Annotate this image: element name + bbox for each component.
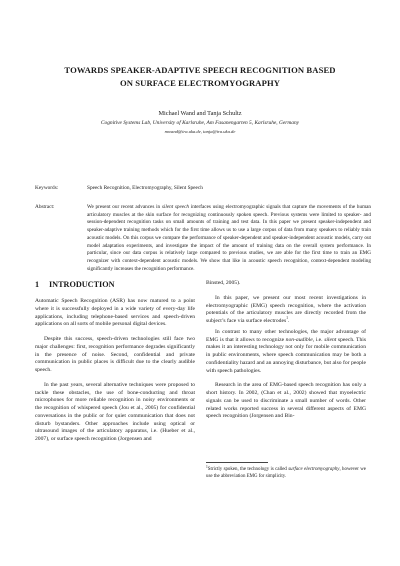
footnote-divider xyxy=(206,462,268,463)
keywords-label: Keywords: xyxy=(35,185,59,191)
right-paragraph-2-c: speech. This makes it an interesting technology not only for mobile communication in public environments, where speech communication may be both a confidentiality hazard and an annoying disturbance, but also for people with speech pathologies. xyxy=(206,336,367,374)
right-paragraph-2-em: non-audible xyxy=(285,336,313,343)
right-paragraph-2-em2: silent xyxy=(324,336,337,343)
footnote-text-start: Strictly spoken, the technology is called xyxy=(207,467,289,472)
right-paragraph-1-end: . xyxy=(288,318,290,324)
title-line-2: ON SURFACE ELECTROMYOGRAPHY xyxy=(119,78,281,88)
section-title: INTRODUCTION xyxy=(49,280,115,289)
abstract-text-rest: interfaces using electromyographic signals that capture the movements of the human articulatory muscles at the skin surface for recognizing continuously spoken speech. Previous systems were limited to speaker- and session-dependent recognition tasks on small amounts of training and test data. In this paper we present speaker-independent and speaker-adaptive training methods which for the first time allows us to use a large corpus of data from many speakers to reliably train acoustic models. On this corpus we compare the performance of speaker-dependent and speaker-independent acoustic models, carry out model adaptation experiments, and investigate the impact of the amount of training data on the overall system performance. In particular, since our data corpus is relatively large compared to previous studies, we are able for the first time to train an EMG recognizer with context-dependent acoustic models. We show that like in acoustic speech recognition, context-dependent modeling significantly increases the recognition performance. xyxy=(87,204,371,272)
left-paragraph-2: Despite this success, speech-driven technologies still face two major challenges: first, recognition performance degrades significantly in the presence of noise. Second, confidential and private communication in public places is difficult due to the clearly audible speech. xyxy=(35,336,195,373)
section-number: 1 xyxy=(35,280,40,289)
paper-title xyxy=(30,64,370,90)
right-paragraph-3: Research in the area of EMG-based speech recognition has only a short history. In 2002, (Chan et al., 2002) showed that myoelectric signals can be used to discriminate a small number of words. Other related works reported success in several different aspects of EMG speech recognition (Jorgensen and Bin- xyxy=(206,382,366,420)
footnote-reference: 1 xyxy=(286,316,289,321)
abstract-text xyxy=(87,204,371,273)
left-paragraph-1: Automatic Speech Recognition (ASR) has now matured to a point where it is successfully deployed in a wide variety of every-day life applications, including telephone-based services and speech-driven applications on all sorts of mobile personal digital devices. xyxy=(35,298,195,328)
abstract-emphasis: silent speech xyxy=(161,204,189,210)
keywords-text: Speech Recognition, Electromyography, Silent Speech xyxy=(87,185,203,191)
right-column xyxy=(206,280,366,421)
left-paragraph-3: In the past years, several alternative techniques were proposed to tackle these obstacles, the use of bone-conducting and throat microphones for more reliable recognition in noisy environments or the recognition of whispered speech (Jou et al., 2005) for confidential conversations in the public or for quiet communication that does not disturb bystanders. Other approaches include using optical or ultrasound images of the articulatory apparatus, i.e. (Hueber et al., 2007), or surface speech recognition (Jorgensen and xyxy=(35,381,195,442)
title-line-1: TOWARDS SPEAKER-ADAPTIVE SPEECH RECOGNITION BASED xyxy=(64,65,336,75)
footnote xyxy=(206,464,366,481)
right-paragraph-2-a: In contrast to many other technologies, the major advantage of EMG is that it allows to recognize xyxy=(206,328,366,343)
footnote-emphasis: surface electromyography xyxy=(288,467,340,472)
left-column xyxy=(35,298,195,444)
abstract-text-start: We present our recent advances in xyxy=(87,204,162,210)
right-paragraph-2 xyxy=(206,329,366,376)
author-emails: mwand@ira.uka.de, tanja@ira.uka.de xyxy=(164,129,236,134)
abstract-label: Abstract: xyxy=(35,204,55,210)
section-heading xyxy=(35,280,115,290)
right-paragraph-2-b: , i.e. xyxy=(312,336,325,343)
right-paragraph-1-text: In this paper, we present our most recent investigations in electromyographic (EMG) speech recognition, where the activation potentials of the articulatory muscles are directly recorded from the subject’s face via surface electrodes xyxy=(206,294,366,324)
footnote-text-rest: , however we use the abbreviation EMG for simplicity. xyxy=(206,467,366,479)
footnote-mark: 1 xyxy=(206,465,208,469)
right-paragraph-1 xyxy=(206,295,366,326)
right-paragraph-0: Binsted, 2005). xyxy=(206,280,241,286)
author-affiliation: Cognitive Systems Lab, University of Karlsruhe, Am Fasanengarten 5, Karlsruhe, Germany xyxy=(100,120,300,126)
author-names: Michael Wand and Tanja Schultz xyxy=(158,110,242,117)
